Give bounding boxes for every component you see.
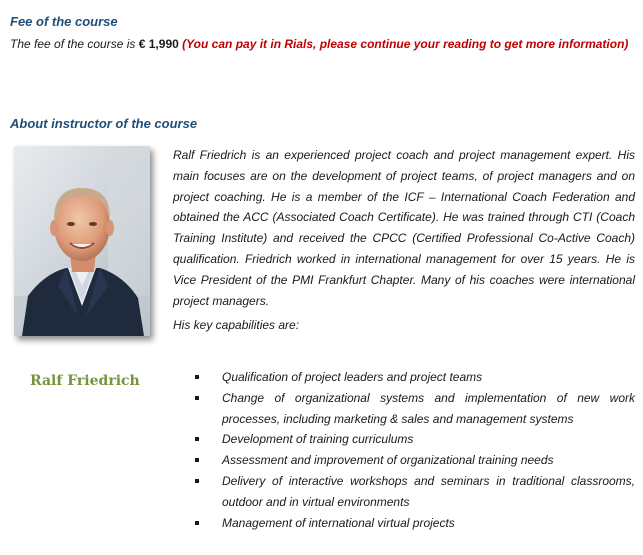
capability-item: [195, 367, 635, 388]
bullet-icon: [195, 437, 199, 441]
bullet-icon: [195, 396, 199, 400]
capability-item: [195, 513, 635, 534]
bullet-icon: [195, 521, 199, 525]
capability-text: Change of organizational systems and implementation of new work processes, including marketing & sales and management systems: [222, 390, 635, 426]
capability-item: [195, 471, 635, 513]
capability-text: Qualification of project leaders and project teams: [222, 370, 483, 384]
bullet-icon: [195, 375, 199, 379]
instructor-photo: [14, 146, 150, 336]
fee-price: € 1,990: [138, 37, 179, 51]
instructor-name: Ralf Friedrich: [30, 373, 140, 389]
capability-item: [195, 388, 635, 430]
fee-note: (You can pay it in Rials, please continue your reading to get more information): [178, 37, 629, 51]
fee-heading: Fee of the course: [10, 14, 118, 29]
bullet-icon: [195, 458, 199, 462]
capability-text: Assessment and improvement of organizational training needs: [222, 453, 554, 468]
instructor-bio: Ralf Friedrich is an experienced project coach and project management expert. His main focuses are on the development of project teams, of project managers and on project coaching. He is a member of the ICF – International Coach Federation and obtained the ACC (Associated Coach Certificate). He was trained through CTI (Coach Training Institute) and received the CPCC (Certified Professional Co-Active Coach) qualification. Friedrich worked in international management for over 15 years. He is Vice President of the PMI Frankfurt Chapter. Many of his coaches were international project managers.: [173, 148, 635, 308]
capabilities-intro: His key capabilities are:: [173, 318, 300, 332]
capability-item: [195, 450, 635, 471]
fee-line: [10, 37, 628, 51]
bullet-icon: [195, 479, 199, 483]
capability-text: Delivery of interactive workshops and seminars in traditional classrooms, outdoor and in virtual environments: [222, 473, 635, 509]
about-heading: About instructor of the course: [10, 116, 198, 131]
instructor-portrait-image: [14, 146, 150, 336]
capability-text: Development of training curriculums: [222, 432, 414, 447]
capability-text: Management of international virtual projects: [222, 515, 455, 530]
capability-item: [195, 429, 635, 450]
capabilities-list: [195, 367, 635, 533]
fee-intro: The fee of the course is: [10, 37, 139, 51]
